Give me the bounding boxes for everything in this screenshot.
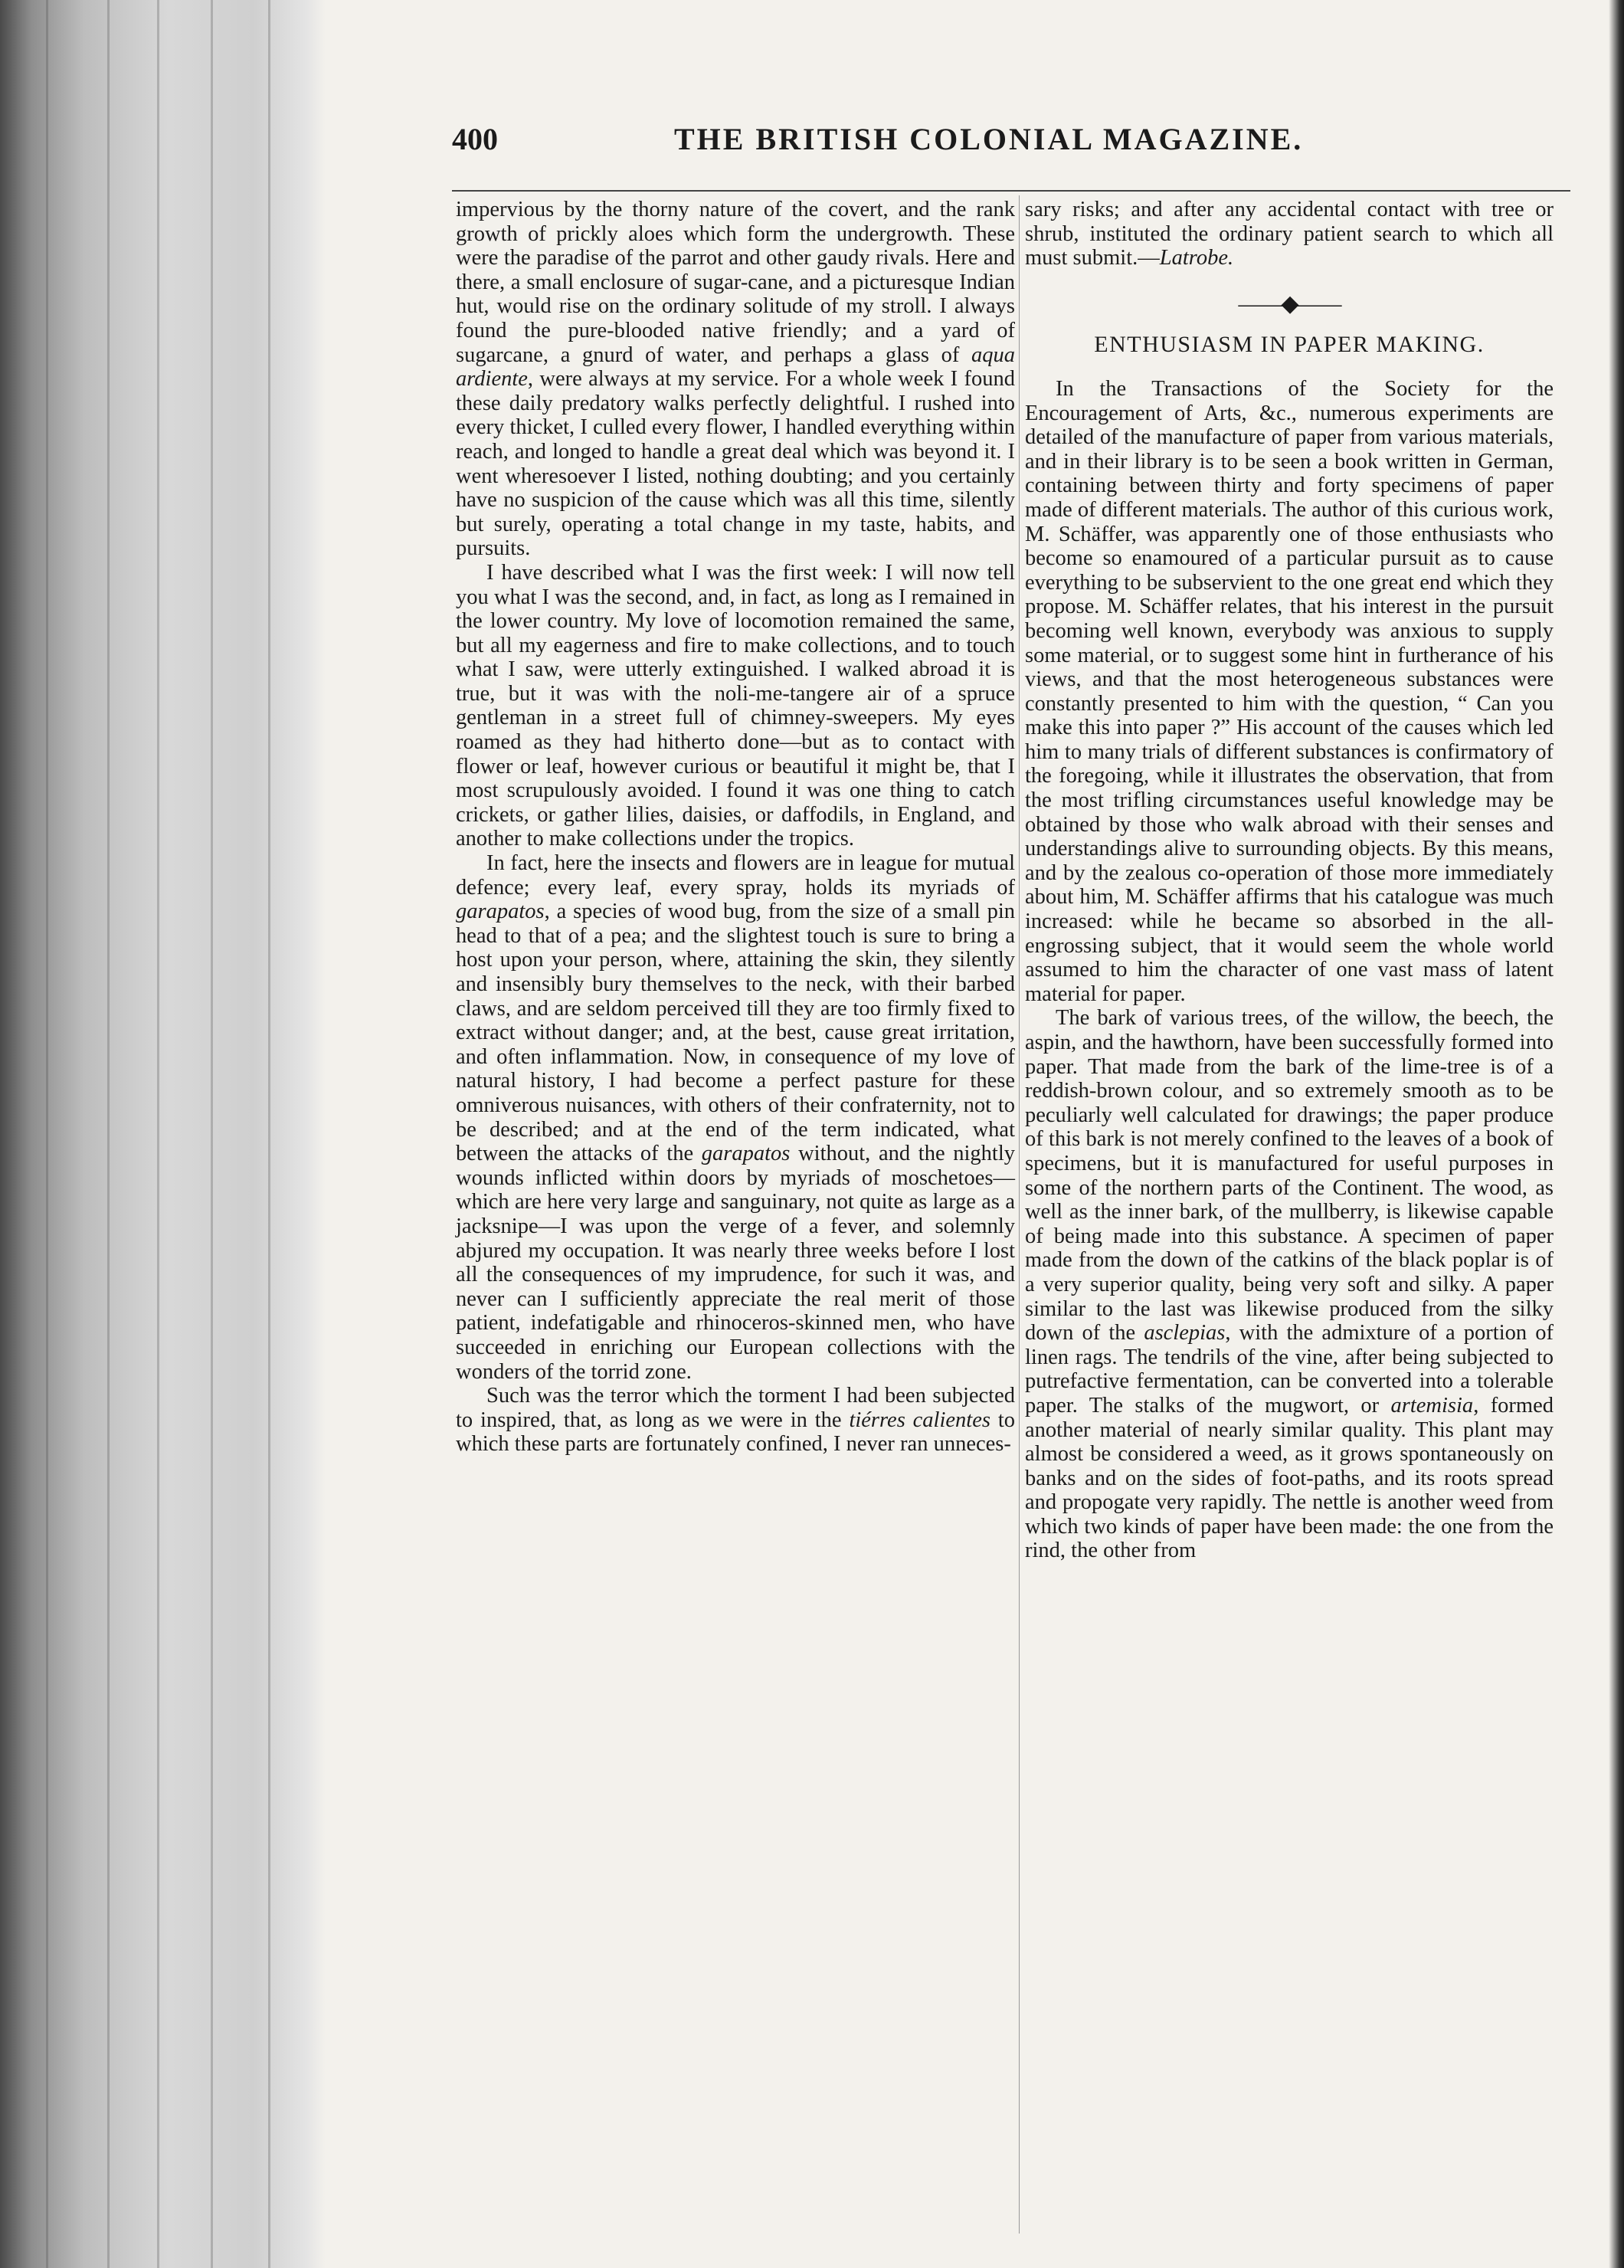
running-title: THE BRITISH COLONIAL MAGAZINE. [674, 122, 1304, 156]
section-ornament: ——◆—— [1238, 290, 1341, 316]
left-column [456, 198, 1015, 1457]
paragraph: In the Transactions of the Society for the Encouragement of Arts, &c., numerous experiments are detailed of the manufacture of paper from various materials, and in their library is to be seen a book written in German, containing between thirty and forty specimens of paper made of different materials. The author of this curious work, M. Schäffer, was apparently one of those enthusiasts who become so enamoured of a particular pursuit as to cause everything to be subservient to the one great end which they propose. M. Schäffer relates, that his interest in the pursuit becoming well known, everybody was anxious to supply some material, or to suggest some hint in furtherance of his views, and that the most heterogeneous substances were constantly presented to him with the question, “ Can you make this into paper ?” His account of the causes which led him to many trials of different substances is confirmatory of the foregoing, while it illustrates the observation, that from the most trifling circumstances useful knowledge may be obtained by those who walk abroad with their senses and understandings alive to surrounding objects. By this means, and by the zealous co-operation of those more immediately about him, M. Schäffer affirms that his catalogue was much increased: while he became so absorbed in the all-engrossing subject, that it would seem the whole world assumed to him the character of one vast mass of latent material for paper. [1025, 376, 1554, 1006]
paragraph: Such was the terror which the torment I had been subjected to inspired, that, as long as we were in the tiérres calientes to which these parts are fortunately confined, I never ran unneces- [456, 1384, 1016, 1457]
paragraph: sary risks; and after any accidental contact with tree or shrub, instituted the ordinary patient search to which all must submit.—Latrobe. [1025, 198, 1554, 270]
paragraph: The bark of various trees, of the willow, the beech, the aspin, and the hawthorn, have been successfully formed into paper. That made from the bark of the lime-tree is of a reddish-brown colour, and so extremely smooth as to be peculiarly well calculated for drawings; the paper produce of this bark is not merely confined to the leaves of a book of specimens, but it is manufactured for useful purposes in some of the northern parts of the Continent. The wood, as well as the inner bark, of the mullberry, is likewise capable of being made into this substance. A specimen of paper made from the down of the catkins of the black poplar is of a very superior quality, being very soft and silky. A paper similar to the last was likewise produced from the silky down of the asclepias, with the admixture of a portion of linen rags. The tendrils of the vine, after being subjected to putrefactive fermentation, can be converted into a tolerable paper. The stalks of the mugwort, or artemisia, formed another material of nearly similar quality. This plant may almost be considered a weed, as it grows spontaneously on banks and on the sides of foot-paths, and its roots spread and propogate very rapidly. The nettle is another weed from which two kinds of paper have been made: the one from the rind, the other from [1025, 1006, 1554, 1563]
header-rule [452, 190, 1570, 192]
paragraph: In fact, here the insects and flowers are in league for mutual defence; every leaf, every spray, holds its myriads of garapatos, a species of wood bug, from the size of a small pin head to that of a pea; and the slightest touch is sure to bring a host upon your person, where, attaining the skin, they silently and insensibly bury themselves to the neck, with their barbed claws, and are seldom perceived till they are too firmly fixed to extract without danger; and, at the best, cause great irritation, and often inflammation. Now, in consequence of my love of natural history, I had become a perfect pasture for these omniverous nuisances, with others of their confraternity, not to be described; and at the end of the term indicated, what between the attacks of the garapatos without, and the nightly wounds inflicted within doors by myriads of moschetoes—which are here very large and sanguinary, not quite as large as a jacksnipe—I was upon the verge of a fever, and solemnly abjured my occupation. It was nearly three weeks before I lost all the consequences of my imprudence, for such it was, and never can I sufficiently appreciate the real merit of those patient, indefatigable and rhinoceros-skinned men, who have succeeded in enriching our European collections with the wonders of the torrid zone. [456, 851, 1016, 1384]
article-title: ENTHUSIASM IN PAPER MAKING. [1094, 332, 1485, 358]
book-gutter-shadow [0, 0, 326, 2268]
page-header [452, 115, 1341, 169]
paragraph: I have described what I was the first week: I will now tell you what I was the second, and, in fact, as long as I remained in the lower country. My love of locomotion remained the same, but all my eagerness and fire to make collections, and to touch what I saw, were utterly extinguished. I walked abroad it is true, but it was with the noli-me-tangere air of a spruce gentleman in a street full of chimney-sweepers. My eyes roamed as they had hitherto done—but as to contact with flower or leaf, however curious or beautiful it might be, that I most scrupulously avoided. I found it was one thing to catch crickets, or gather lilies, daisies, or daffodils, in England, and another to make collections under the tropics. [456, 560, 1015, 851]
right-column [1025, 198, 1554, 1563]
page-edge-shadow [1609, 0, 1624, 2268]
column-divider [1019, 195, 1020, 2234]
paragraph: impervious by the thorny nature of the covert, and the rank growth of prickly aloes which form the undergrowth. These were the paradise of the parrot and other gaudy rivals. Here and there, a small enclosure of sugar-cane, and a picturesque Indian hut, would rise on the ordinary solitude of my stroll. I always found the pure-blooded native friendly; and a yard of sugarcane, a gnurd of water, and perhaps a glass of aqua ardiente, were always at my service. For a whole week I found these daily predatory walks perfectly delightful. I rushed into every thicket, I culled every flower, I handled everything within reach, and longed to handle a great deal which was beyond it. I went wheresoever I listed, nothing doubting; and you certainly have no suspicion of the cause which was all this time, silently but surely, operating a total change in my taste, habits, and pursuits. [456, 198, 1016, 561]
page-number: 400 [452, 122, 498, 156]
